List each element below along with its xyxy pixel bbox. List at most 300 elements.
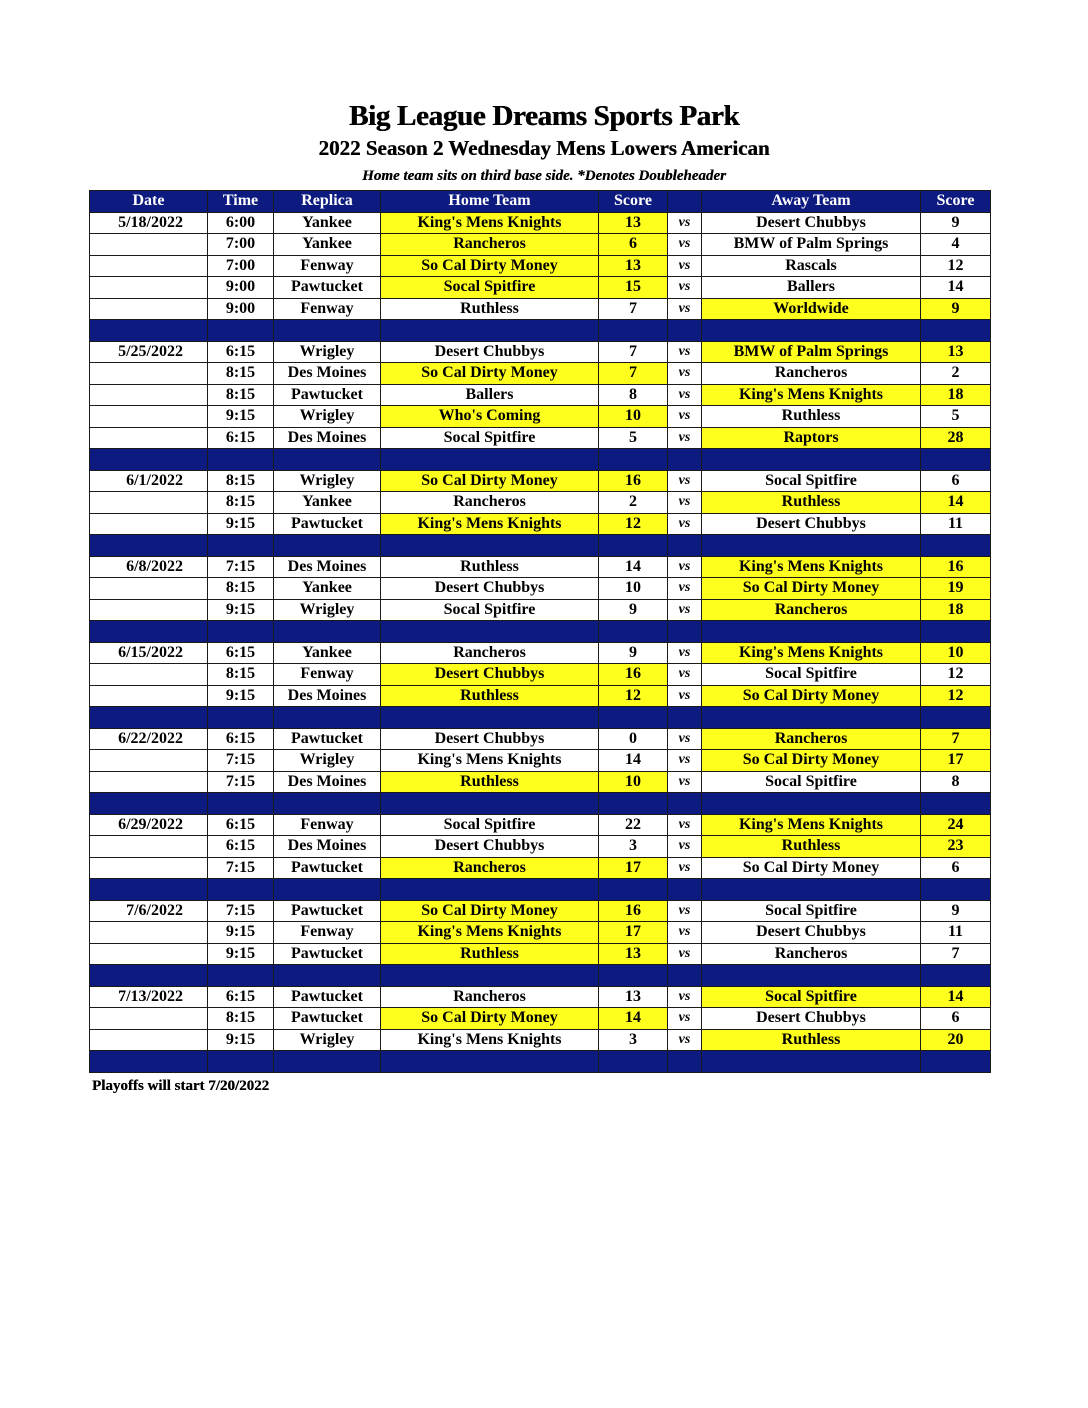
- home-score-cell: 10: [599, 771, 668, 793]
- separator-cell: [921, 793, 991, 815]
- home-team-cell: Rancheros: [381, 986, 599, 1008]
- away-score-cell: 5: [921, 406, 991, 428]
- separator-cell: [90, 320, 208, 342]
- away-score-cell: 16: [921, 556, 991, 578]
- home-score-cell: 10: [599, 578, 668, 600]
- home-team-cell: Desert Chubbys: [381, 836, 599, 858]
- vs-cell: vs: [668, 492, 702, 514]
- away-score-cell: 12: [921, 255, 991, 277]
- separator-cell: [599, 793, 668, 815]
- separator-cell: [668, 621, 702, 643]
- date-cell: [90, 836, 208, 858]
- separator-cell: [668, 320, 702, 342]
- time-cell: 9:00: [208, 277, 274, 299]
- separator-cell: [702, 320, 921, 342]
- away-score-cell: 6: [921, 470, 991, 492]
- game-row: [90, 470, 991, 492]
- home-team-cell: Rancheros: [381, 642, 599, 664]
- vs-cell: vs: [668, 470, 702, 492]
- away-team-cell: King's Mens Knights: [702, 556, 921, 578]
- home-team-cell: Socal Spitfire: [381, 814, 599, 836]
- separator-cell: [381, 1051, 599, 1073]
- separator-cell: [702, 535, 921, 557]
- home-team-cell: Ballers: [381, 384, 599, 406]
- vs-cell: vs: [668, 1029, 702, 1051]
- date-cell: [90, 857, 208, 879]
- home-score-cell: 3: [599, 836, 668, 858]
- away-score-cell: 8: [921, 771, 991, 793]
- replica-cell: Des Moines: [274, 836, 381, 858]
- separator-cell: [90, 793, 208, 815]
- vs-cell: vs: [668, 556, 702, 578]
- week-separator-row: [90, 535, 991, 557]
- separator-cell: [274, 965, 381, 987]
- separator-cell: [208, 621, 274, 643]
- replica-cell: Yankee: [274, 642, 381, 664]
- separator-cell: [90, 1051, 208, 1073]
- vs-cell: vs: [668, 298, 702, 320]
- home-team-note: Home team sits on third base side. *Denotes Doubleheader: [362, 168, 726, 184]
- game-row: [90, 750, 991, 772]
- away-score-cell: 7: [921, 943, 991, 965]
- game-row: [90, 814, 991, 836]
- date-cell: [90, 384, 208, 406]
- home-score-cell: 16: [599, 900, 668, 922]
- vs-cell: vs: [668, 363, 702, 385]
- game-row: [90, 363, 991, 385]
- replica-cell: Wrigley: [274, 470, 381, 492]
- date-cell: [90, 513, 208, 535]
- separator-cell: [599, 1051, 668, 1073]
- separator-cell: [702, 793, 921, 815]
- away-score-cell: 14: [921, 986, 991, 1008]
- replica-cell: Wrigley: [274, 599, 381, 621]
- header-away-team: Away Team: [702, 191, 921, 213]
- away-team-cell: Ruthless: [702, 1029, 921, 1051]
- home-score-cell: 13: [599, 986, 668, 1008]
- away-team-cell: Socal Spitfire: [702, 986, 921, 1008]
- game-row: [90, 492, 991, 514]
- away-score-cell: 7: [921, 728, 991, 750]
- home-team-cell: So Cal Dirty Money: [381, 363, 599, 385]
- home-team-cell: Socal Spitfire: [381, 599, 599, 621]
- game-row: [90, 728, 991, 750]
- separator-cell: [274, 320, 381, 342]
- vs-cell: vs: [668, 900, 702, 922]
- home-score-cell: 12: [599, 513, 668, 535]
- replica-cell: Pawtucket: [274, 900, 381, 922]
- home-score-cell: 17: [599, 857, 668, 879]
- separator-cell: [381, 449, 599, 471]
- away-score-cell: 2: [921, 363, 991, 385]
- away-team-cell: Desert Chubbys: [702, 922, 921, 944]
- week-separator-row: [90, 707, 991, 729]
- vs-cell: vs: [668, 685, 702, 707]
- time-cell: 6:00: [208, 212, 274, 234]
- separator-cell: [921, 965, 991, 987]
- date-cell: [90, 363, 208, 385]
- home-score-cell: 14: [599, 1008, 668, 1030]
- home-score-cell: 16: [599, 470, 668, 492]
- game-row: [90, 771, 991, 793]
- replica-cell: Wrigley: [274, 406, 381, 428]
- home-team-cell: Rancheros: [381, 857, 599, 879]
- home-score-cell: 15: [599, 277, 668, 299]
- game-row: [90, 664, 991, 686]
- away-team-cell: Socal Spitfire: [702, 771, 921, 793]
- home-team-cell: So Cal Dirty Money: [381, 255, 599, 277]
- time-cell: 9:15: [208, 513, 274, 535]
- away-score-cell: 17: [921, 750, 991, 772]
- replica-cell: Yankee: [274, 234, 381, 256]
- separator-cell: [274, 621, 381, 643]
- separator-cell: [702, 965, 921, 987]
- separator-cell: [274, 707, 381, 729]
- home-score-cell: 7: [599, 298, 668, 320]
- game-row: [90, 685, 991, 707]
- away-team-cell: King's Mens Knights: [702, 642, 921, 664]
- time-cell: 9:15: [208, 685, 274, 707]
- separator-cell: [208, 707, 274, 729]
- week-separator-row: [90, 879, 991, 901]
- away-score-cell: 24: [921, 814, 991, 836]
- home-team-cell: Who's Coming: [381, 406, 599, 428]
- game-row: [90, 857, 991, 879]
- home-score-cell: 13: [599, 255, 668, 277]
- separator-cell: [921, 535, 991, 557]
- game-row: [90, 212, 991, 234]
- replica-cell: Des Moines: [274, 363, 381, 385]
- time-cell: 6:15: [208, 642, 274, 664]
- vs-cell: vs: [668, 212, 702, 234]
- vs-cell: vs: [668, 922, 702, 944]
- date-cell: 6/1/2022: [90, 470, 208, 492]
- time-cell: 8:15: [208, 664, 274, 686]
- replica-cell: Fenway: [274, 922, 381, 944]
- date-cell: [90, 578, 208, 600]
- replica-cell: Fenway: [274, 298, 381, 320]
- separator-cell: [599, 535, 668, 557]
- separator-cell: [599, 879, 668, 901]
- date-cell: 6/15/2022: [90, 642, 208, 664]
- time-cell: 6:15: [208, 836, 274, 858]
- away-score-cell: 14: [921, 492, 991, 514]
- home-score-cell: 5: [599, 427, 668, 449]
- header-replica: Replica: [274, 191, 381, 213]
- away-score-cell: 4: [921, 234, 991, 256]
- separator-cell: [599, 449, 668, 471]
- home-team-cell: So Cal Dirty Money: [381, 900, 599, 922]
- home-team-cell: So Cal Dirty Money: [381, 1008, 599, 1030]
- date-cell: [90, 298, 208, 320]
- week-separator-row: [90, 320, 991, 342]
- away-score-cell: 18: [921, 599, 991, 621]
- away-team-cell: BMW of Palm Springs: [702, 234, 921, 256]
- separator-cell: [208, 320, 274, 342]
- separator-cell: [274, 1051, 381, 1073]
- away-team-cell: Worldwide: [702, 298, 921, 320]
- away-team-cell: Ballers: [702, 277, 921, 299]
- schedule-body: [90, 212, 991, 1072]
- away-team-cell: BMW of Palm Springs: [702, 341, 921, 363]
- away-team-cell: Socal Spitfire: [702, 664, 921, 686]
- away-team-cell: King's Mens Knights: [702, 814, 921, 836]
- home-team-cell: Rancheros: [381, 234, 599, 256]
- game-row: [90, 234, 991, 256]
- replica-cell: Pawtucket: [274, 1008, 381, 1030]
- header-time: Time: [208, 191, 274, 213]
- week-separator-row: [90, 1051, 991, 1073]
- separator-cell: [208, 535, 274, 557]
- separator-cell: [668, 793, 702, 815]
- game-row: [90, 986, 991, 1008]
- game-row: [90, 277, 991, 299]
- date-cell: [90, 492, 208, 514]
- away-score-cell: 13: [921, 341, 991, 363]
- time-cell: 9:15: [208, 406, 274, 428]
- away-score-cell: 11: [921, 922, 991, 944]
- vs-cell: vs: [668, 728, 702, 750]
- replica-cell: Yankee: [274, 578, 381, 600]
- time-cell: 9:15: [208, 922, 274, 944]
- away-score-cell: 23: [921, 836, 991, 858]
- time-cell: 7:00: [208, 234, 274, 256]
- home-team-cell: So Cal Dirty Money: [381, 470, 599, 492]
- separator-cell: [381, 621, 599, 643]
- replica-cell: Wrigley: [274, 750, 381, 772]
- home-score-cell: 13: [599, 943, 668, 965]
- away-score-cell: 9: [921, 900, 991, 922]
- separator-cell: [599, 320, 668, 342]
- time-cell: 8:15: [208, 578, 274, 600]
- vs-cell: vs: [668, 857, 702, 879]
- game-row: [90, 900, 991, 922]
- date-cell: 5/25/2022: [90, 341, 208, 363]
- game-row: [90, 255, 991, 277]
- home-team-cell: Ruthless: [381, 943, 599, 965]
- separator-cell: [208, 793, 274, 815]
- replica-cell: Des Moines: [274, 427, 381, 449]
- date-cell: [90, 255, 208, 277]
- vs-cell: vs: [668, 814, 702, 836]
- separator-cell: [599, 621, 668, 643]
- date-cell: [90, 664, 208, 686]
- vs-cell: vs: [668, 277, 702, 299]
- vs-cell: vs: [668, 986, 702, 1008]
- replica-cell: Yankee: [274, 212, 381, 234]
- home-team-cell: Ruthless: [381, 685, 599, 707]
- playoffs-note: Playoffs will start 7/20/2022: [92, 1078, 270, 1094]
- date-cell: [90, 943, 208, 965]
- separator-cell: [90, 879, 208, 901]
- home-score-cell: 3: [599, 1029, 668, 1051]
- home-team-cell: King's Mens Knights: [381, 922, 599, 944]
- time-cell: 6:15: [208, 814, 274, 836]
- separator-cell: [668, 879, 702, 901]
- home-score-cell: 14: [599, 750, 668, 772]
- separator-cell: [208, 449, 274, 471]
- vs-cell: vs: [668, 513, 702, 535]
- game-row: [90, 943, 991, 965]
- replica-cell: Fenway: [274, 664, 381, 686]
- home-team-cell: Ruthless: [381, 771, 599, 793]
- away-team-cell: Socal Spitfire: [702, 900, 921, 922]
- home-score-cell: 2: [599, 492, 668, 514]
- separator-cell: [381, 793, 599, 815]
- away-score-cell: 12: [921, 664, 991, 686]
- date-cell: 6/22/2022: [90, 728, 208, 750]
- time-cell: 6:15: [208, 341, 274, 363]
- away-team-cell: Desert Chubbys: [702, 212, 921, 234]
- replica-cell: Pawtucket: [274, 857, 381, 879]
- game-row: [90, 599, 991, 621]
- separator-cell: [208, 1051, 274, 1073]
- page-title: Big League Dreams Sports Park: [348, 100, 740, 132]
- header-vs: [668, 191, 702, 213]
- replica-cell: Des Moines: [274, 556, 381, 578]
- time-cell: 7:00: [208, 255, 274, 277]
- time-cell: 9:15: [208, 943, 274, 965]
- time-cell: 7:15: [208, 771, 274, 793]
- week-separator-row: [90, 449, 991, 471]
- away-score-cell: 28: [921, 427, 991, 449]
- date-cell: 5/18/2022: [90, 212, 208, 234]
- replica-cell: Pawtucket: [274, 384, 381, 406]
- game-row: [90, 836, 991, 858]
- header-home-score: Score: [599, 191, 668, 213]
- date-cell: 6/29/2022: [90, 814, 208, 836]
- header-home-team: Home Team: [381, 191, 599, 213]
- replica-cell: Des Moines: [274, 685, 381, 707]
- vs-cell: vs: [668, 642, 702, 664]
- separator-cell: [274, 793, 381, 815]
- game-row: [90, 642, 991, 664]
- home-team-cell: King's Mens Knights: [381, 750, 599, 772]
- replica-cell: Des Moines: [274, 771, 381, 793]
- time-cell: 8:15: [208, 384, 274, 406]
- separator-cell: [921, 707, 991, 729]
- away-score-cell: 9: [921, 298, 991, 320]
- header-date: Date: [90, 191, 208, 213]
- separator-cell: [921, 621, 991, 643]
- separator-cell: [668, 1051, 702, 1073]
- vs-cell: vs: [668, 750, 702, 772]
- separator-cell: [381, 535, 599, 557]
- date-cell: [90, 922, 208, 944]
- separator-cell: [921, 449, 991, 471]
- home-team-cell: Ruthless: [381, 556, 599, 578]
- date-cell: 7/6/2022: [90, 900, 208, 922]
- week-separator-row: [90, 965, 991, 987]
- replica-cell: Yankee: [274, 492, 381, 514]
- game-row: [90, 1008, 991, 1030]
- separator-cell: [274, 879, 381, 901]
- away-team-cell: Rancheros: [702, 728, 921, 750]
- date-cell: [90, 685, 208, 707]
- date-cell: 7/13/2022: [90, 986, 208, 1008]
- separator-cell: [208, 965, 274, 987]
- separator-cell: [381, 965, 599, 987]
- away-team-cell: So Cal Dirty Money: [702, 685, 921, 707]
- home-score-cell: 6: [599, 234, 668, 256]
- home-score-cell: 13: [599, 212, 668, 234]
- away-score-cell: 19: [921, 578, 991, 600]
- separator-cell: [90, 535, 208, 557]
- separator-cell: [599, 707, 668, 729]
- away-score-cell: 6: [921, 857, 991, 879]
- away-score-cell: 6: [921, 1008, 991, 1030]
- home-team-cell: Socal Spitfire: [381, 427, 599, 449]
- date-cell: [90, 234, 208, 256]
- replica-cell: Wrigley: [274, 1029, 381, 1051]
- away-score-cell: 9: [921, 212, 991, 234]
- away-team-cell: So Cal Dirty Money: [702, 750, 921, 772]
- date-cell: [90, 427, 208, 449]
- away-team-cell: Ruthless: [702, 406, 921, 428]
- separator-cell: [381, 320, 599, 342]
- time-cell: 8:15: [208, 363, 274, 385]
- home-team-cell: King's Mens Knights: [381, 513, 599, 535]
- replica-cell: Pawtucket: [274, 728, 381, 750]
- separator-cell: [702, 1051, 921, 1073]
- vs-cell: vs: [668, 234, 702, 256]
- game-row: [90, 406, 991, 428]
- date-cell: [90, 771, 208, 793]
- game-row: [90, 513, 991, 535]
- separator-cell: [90, 621, 208, 643]
- away-score-cell: 20: [921, 1029, 991, 1051]
- time-cell: 7:15: [208, 900, 274, 922]
- home-team-cell: King's Mens Knights: [381, 1029, 599, 1051]
- separator-cell: [90, 965, 208, 987]
- vs-cell: vs: [668, 578, 702, 600]
- vs-cell: vs: [668, 1008, 702, 1030]
- date-cell: [90, 1029, 208, 1051]
- separator-cell: [668, 535, 702, 557]
- vs-cell: vs: [668, 943, 702, 965]
- home-score-cell: 7: [599, 341, 668, 363]
- away-team-cell: Ruthless: [702, 836, 921, 858]
- home-team-cell: Rancheros: [381, 492, 599, 514]
- time-cell: 7:15: [208, 556, 274, 578]
- replica-cell: Pawtucket: [274, 513, 381, 535]
- away-team-cell: King's Mens Knights: [702, 384, 921, 406]
- date-cell: [90, 277, 208, 299]
- vs-cell: vs: [668, 664, 702, 686]
- away-team-cell: Desert Chubbys: [702, 513, 921, 535]
- home-score-cell: 10: [599, 406, 668, 428]
- date-cell: [90, 599, 208, 621]
- home-team-cell: King's Mens Knights: [381, 212, 599, 234]
- vs-cell: vs: [668, 599, 702, 621]
- home-team-cell: Desert Chubbys: [381, 664, 599, 686]
- game-row: [90, 341, 991, 363]
- home-score-cell: 9: [599, 642, 668, 664]
- time-cell: 7:15: [208, 750, 274, 772]
- home-team-cell: Desert Chubbys: [381, 728, 599, 750]
- home-score-cell: 9: [599, 599, 668, 621]
- time-cell: 8:15: [208, 470, 274, 492]
- separator-cell: [381, 707, 599, 729]
- separator-cell: [702, 449, 921, 471]
- separator-cell: [208, 879, 274, 901]
- separator-cell: [921, 1051, 991, 1073]
- home-score-cell: 8: [599, 384, 668, 406]
- away-team-cell: Socal Spitfire: [702, 470, 921, 492]
- home-score-cell: 12: [599, 685, 668, 707]
- home-score-cell: 16: [599, 664, 668, 686]
- home-team-cell: Desert Chubbys: [381, 341, 599, 363]
